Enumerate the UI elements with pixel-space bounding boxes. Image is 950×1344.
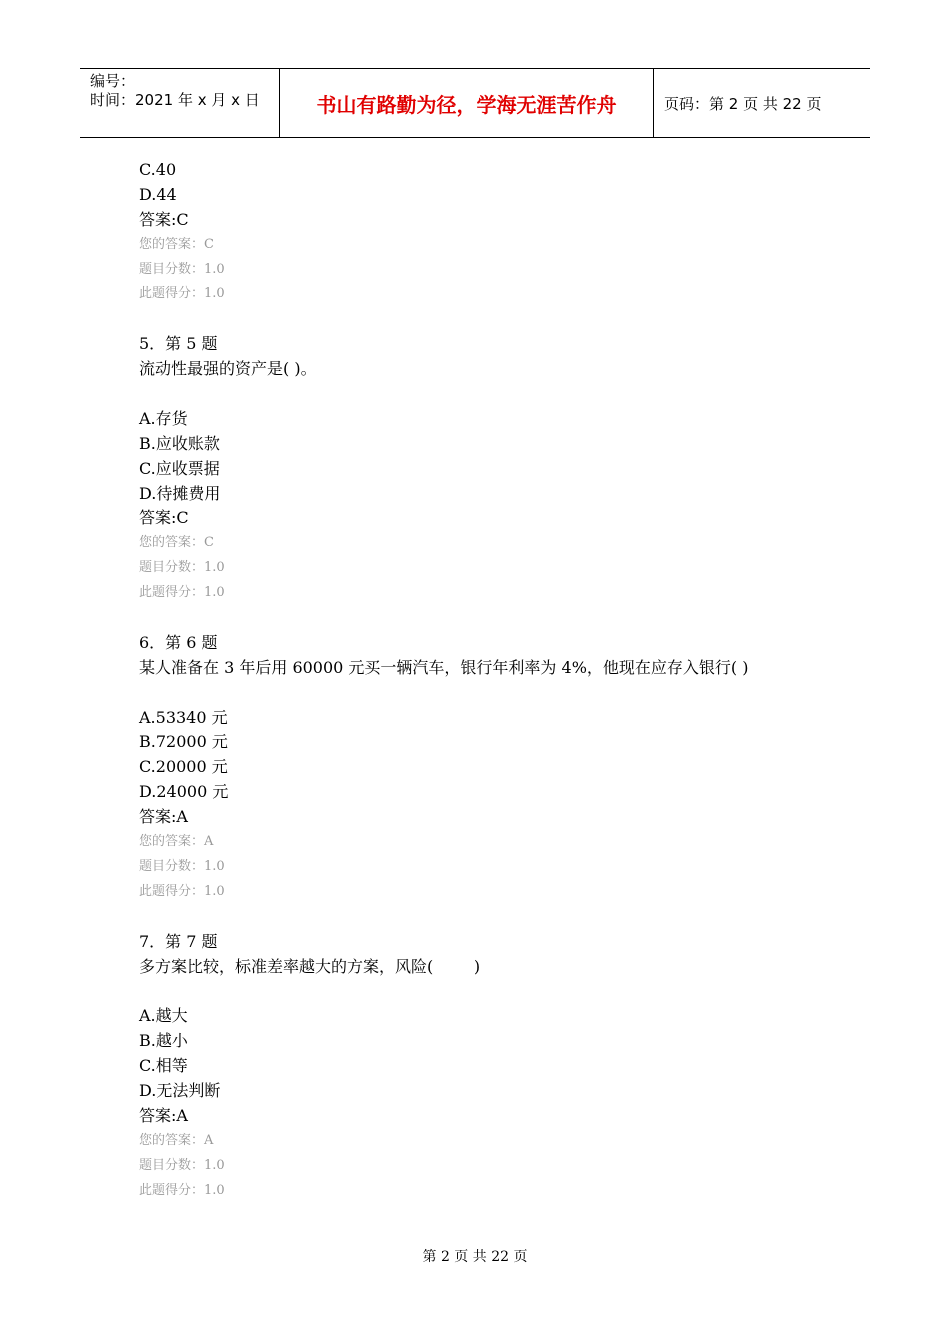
q5-option-b: B.应收账款 <box>139 433 220 453</box>
q6-option-a: A.53340 元 <box>139 707 228 727</box>
q6-answer: 答案:A <box>139 807 188 827</box>
q5-option-a: A.存货 <box>139 408 188 428</box>
q4-option-d: D.44 <box>139 184 177 204</box>
q7-your-answer: 您的答案：A <box>139 1132 214 1148</box>
spacer <box>139 606 839 631</box>
q7-option-c: C.相等 <box>139 1056 188 1076</box>
q7-score: 题目分数：1.0 <box>139 1157 225 1173</box>
q7-option-d: D.无法判断 <box>139 1080 221 1100</box>
q4-option-c: C.40 <box>139 160 177 179</box>
q6-score: 题目分数：1.0 <box>139 858 225 874</box>
q5-title: 5．第 5 题 <box>139 334 218 354</box>
q6-option-c: C.20000 元 <box>139 757 228 777</box>
q5-your-answer: 您的答案：C <box>139 535 214 551</box>
page-header <box>80 68 870 138</box>
q5-answer: 答案:C <box>139 508 189 528</box>
q6-earned: 此题得分：1.0 <box>139 883 225 899</box>
q7-option-a: A.越大 <box>139 1006 188 1026</box>
page-info: 页码：第 2 页 共 22 页 <box>664 94 822 113</box>
q4-score: 题目分数：1.0 <box>139 261 225 277</box>
page-footer: 第 2 页 共 22 页 <box>422 1249 528 1265</box>
q6-title: 6．第 6 题 <box>139 632 218 652</box>
number-label: 编号： <box>90 72 136 90</box>
q6-option-b: B.72000 元 <box>139 732 228 752</box>
question-list <box>139 158 839 1203</box>
q6-question: 某人准备在 3 年后用 60000 元买一辆汽车，银行年利率为 4%，他现在应存入银行( ) <box>139 657 749 677</box>
q7-option-b: B.越小 <box>139 1031 188 1051</box>
q4-earned: 此题得分：1.0 <box>139 286 225 302</box>
q5-question: 流动性最强的资产是( )。 <box>139 359 317 379</box>
q7-earned: 此题得分：1.0 <box>139 1182 225 1198</box>
q6-option-d: D.24000 元 <box>139 782 229 802</box>
spacer <box>139 681 839 706</box>
q7-answer: 答案:A <box>139 1105 188 1125</box>
q7-title: 7．第 7 题 <box>139 931 218 951</box>
header-left-cell <box>80 69 280 137</box>
spacer <box>139 905 839 930</box>
motto: 书山有路勤为径，学海无涯苦作舟 <box>280 69 654 137</box>
q5-earned: 此题得分：1.0 <box>139 585 225 601</box>
q5-option-c: C.应收票据 <box>139 458 220 478</box>
q4-your-answer: 您的答案：C <box>139 236 214 252</box>
spacer <box>139 307 839 332</box>
q6-your-answer: 您的答案：A <box>139 834 214 850</box>
q5-option-d: D.待摊费用 <box>139 483 221 503</box>
q4-answer: 答案:C <box>139 209 189 229</box>
q5-score: 题目分数：1.0 <box>139 560 225 576</box>
spacer <box>139 979 839 1004</box>
spacer <box>139 382 839 407</box>
q7-question: 多方案比较，标准差率越大的方案，风险( ) <box>139 956 481 976</box>
time-label: 时间：2021 年 x 月 x 日 <box>90 91 260 109</box>
